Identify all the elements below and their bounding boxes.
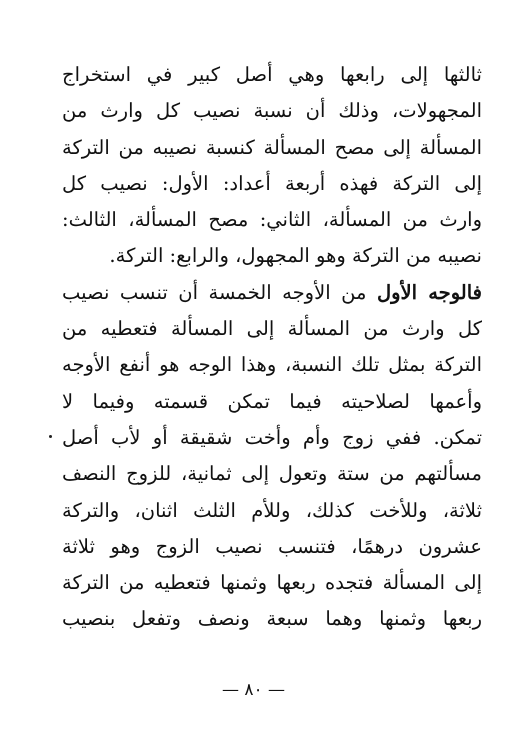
text-line: ثلاثة، وللأخت كذلك، وللأم الثلث اثنان، والتركة	[62, 498, 482, 522]
text-span: من الأوجه الخمسة أن تنسب نصيب	[62, 280, 377, 304]
text-line: إلى المسألة فتجده ربعها وثمنها فتعطيه من التركة	[62, 571, 482, 595]
text-line: التركة بمثل تلك النسبة، وهذا الوجه هو أنفع الأوجه	[62, 353, 482, 377]
paragraph-opening-line	[62, 275, 482, 311]
stray-mark	[49, 435, 52, 438]
bold-heading-phrase: فالوجه الأول	[376, 280, 482, 304]
text-line: مسألتهم من ستة وتعول إلى ثمانية، للزوج النصف	[62, 462, 482, 486]
text-line: نصيبه من التركة وهو المجهول، والرابع: التركة.	[109, 244, 482, 268]
text-line: كل وارث من المسألة إلى المسألة فتعطيه من	[62, 317, 482, 341]
text-line: ثالثها إلى رابعها وهي أصل كبير في استخراج	[62, 63, 482, 86]
page-number: — ٨٠ —	[221, 680, 286, 700]
text-line: وارث من المسألة، الثاني: مصح المسألة، الثالث:	[62, 208, 482, 232]
text-line: المسألة إلى مصح المسألة كنسبة نصيبه من التركة	[62, 135, 482, 159]
text-line: وأعمها لصلاحيته فيما تمكن قسمته وفيما لا	[62, 389, 482, 413]
body-text	[62, 57, 482, 638]
text-line: إلى التركة فهذه أربعة أعداد: الأول: نصيب كل	[62, 171, 482, 195]
text-line: المجهولات، وذلك أن نسبة نصيب كل وارث من	[62, 99, 482, 123]
text-line: ربعها وثمنها وهما سبعة ونصف وتفعل بنصيب	[62, 607, 482, 631]
text-line: عشرون درهمًا، فتنسب نصيب الزوج وهو ثلاثة	[62, 534, 482, 558]
text-line: تمكن. ففي زوج وأم وأخت شقيقة أو لأب أصل	[62, 425, 482, 449]
